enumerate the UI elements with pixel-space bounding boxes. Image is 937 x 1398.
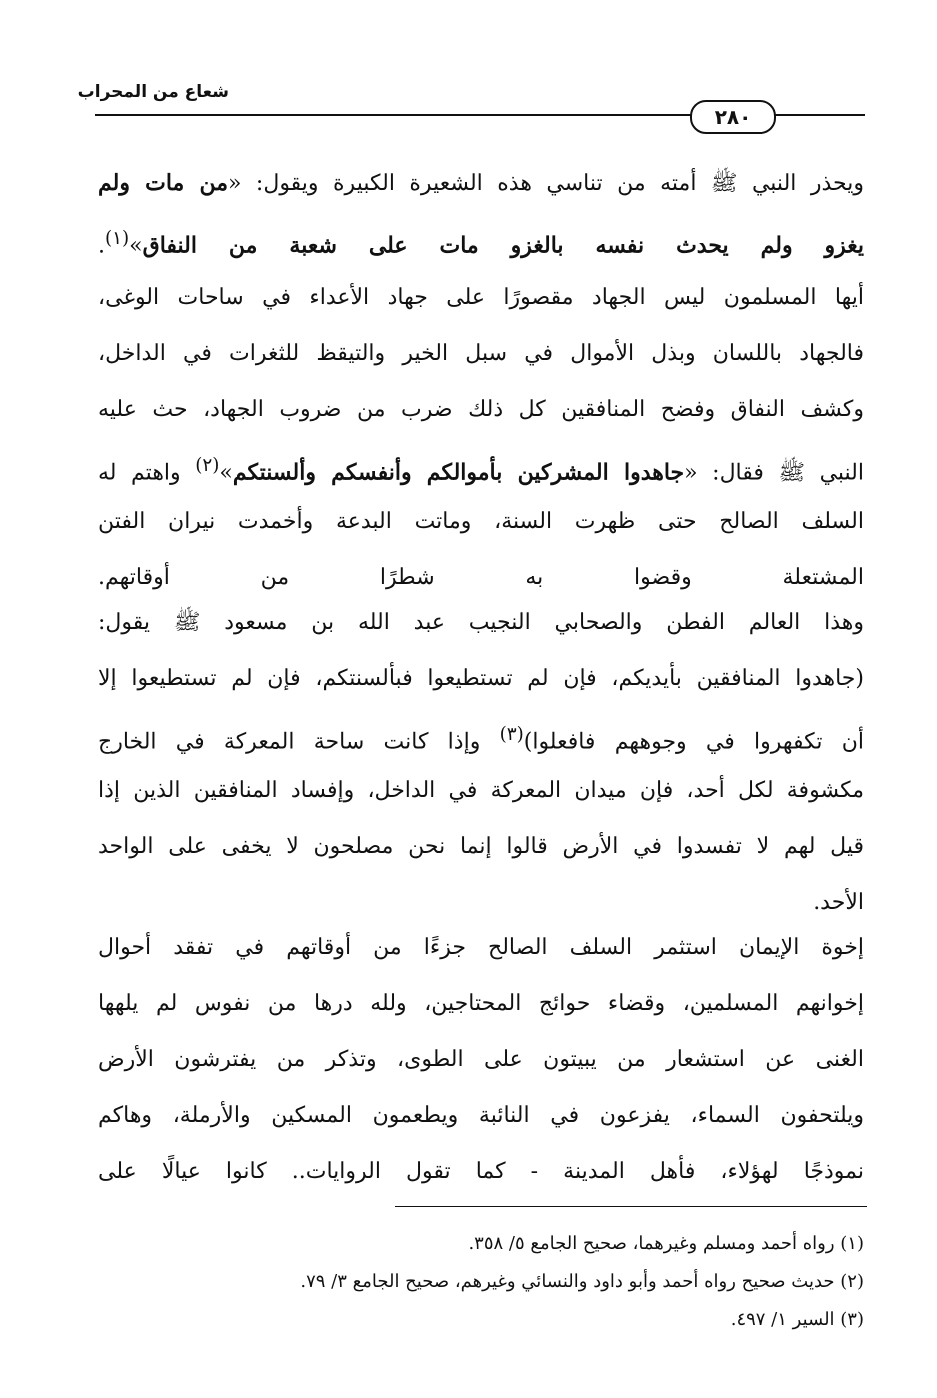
- paragraph-line: مكشوفة لكل أحد، فإن ميدان المعركة في الداخل، وإفساد المنافقين الذين إذا: [98, 778, 864, 803]
- paragraph-line: السلف الصالح حتى ظهرت السنة، وماتت البدعة وأخمدت نيران الفتن: [98, 509, 864, 534]
- footnote-rule: [395, 1206, 867, 1207]
- paragraph-line: نموذجًا لهؤلاء، فأهل المدينة - كما تقول الروايات.. كانوا عيالًا على: [98, 1159, 864, 1184]
- paragraph-3: [98, 595, 864, 931]
- paragraph-2: [98, 270, 864, 606]
- running-header-title: شعاع من المحراب: [77, 82, 229, 102]
- paragraph-line: أن تكفهروا في وجوههم فافعلوا)$^{(٣)}$ وإذا كانت ساحة المعركة في الخارج: [98, 724, 864, 755]
- page-number: ٢٨٠: [690, 100, 776, 134]
- paragraph-line: وكشف النفاق وفضح المنافقين كل ذلك ضرب من ضروب الجهاد، حث عليه: [98, 397, 864, 422]
- paragraph-line: قيل لهم لا تفسدوا في الأرض قالوا إنما نحن مصلحون لا يخفى على الواحد: [98, 834, 864, 859]
- paragraph-line: النبي ﷺ فقال: «جاهدوا المشركين بأموالكم وأنفسكم وألسنتكم»$^{(٢)}$ واهتم له: [98, 455, 864, 486]
- paragraph-1: [98, 155, 864, 267]
- paragraph-line: أيها المسلمون ليس الجهاد مقصورًا على جهاد الأعداء في ساحات الوغى،: [98, 285, 864, 310]
- paragraph-line: الأحد.: [813, 890, 864, 915]
- paragraph-line: ويلتحفون السماء، يفزعون في النائبة ويطعمون المسكين والأرملة، وهاكم: [98, 1103, 864, 1128]
- paragraph-line: إخوة الإيمان استثمر السلف الصالح جزءًا من أوقاتهم في تفقد أحوال: [98, 935, 864, 960]
- paragraph-line: ويحذر النبي ﷺ أمته من تناسي هذه الشعيرة الكبيرة ويقول: «من مات ولم: [98, 170, 864, 196]
- paragraph-line: إخوانهم المسلمين، وقضاء حوائج المحتاجين، ولله درها من نفوس لم يلهها: [98, 991, 864, 1016]
- paragraph-line: الغنى عن استشعار من يبيتون على الطوى، وتذكر من يفترشون الأرض: [98, 1047, 864, 1072]
- paragraph-line: فالجهاد باللسان وبذل الأموال في سبل الخير والتيقظ للثغرات في الداخل،: [98, 341, 864, 366]
- paragraph-line: المشتعلة وقضوا به شطرًا من أوقاتهم.: [98, 565, 864, 590]
- paragraph-line: وهذا العالم الفطن والصحابي النجيب عبد الله بن مسعود ﷺ يقول:: [98, 610, 864, 635]
- paragraph-line: (جاهدوا المنافقين بأيديكم، فإن لم تستطيعوا فبألسنتكم، فإن لم تستطيعوا إلا: [98, 666, 864, 691]
- footnote-2: (٢) حديث صحيح رواه أحمد وأبو داود والنسائي وغيرهم، صحيح الجامع ٣/ ٧٩.: [300, 1271, 864, 1292]
- paragraph-line: يغزو ولم يحدث نفسه بالغزو مات على شعبة من النفاق»$^{(١)}$.: [98, 228, 864, 259]
- footnote-3: (٣) السير ١/ ٤٩٧.: [730, 1309, 864, 1330]
- paragraph-4: [98, 920, 864, 1200]
- footnote-1: (١) رواه أحمد ومسلم وغيرهما، صحيح الجامع ٥/ ٣٥٨.: [468, 1233, 864, 1254]
